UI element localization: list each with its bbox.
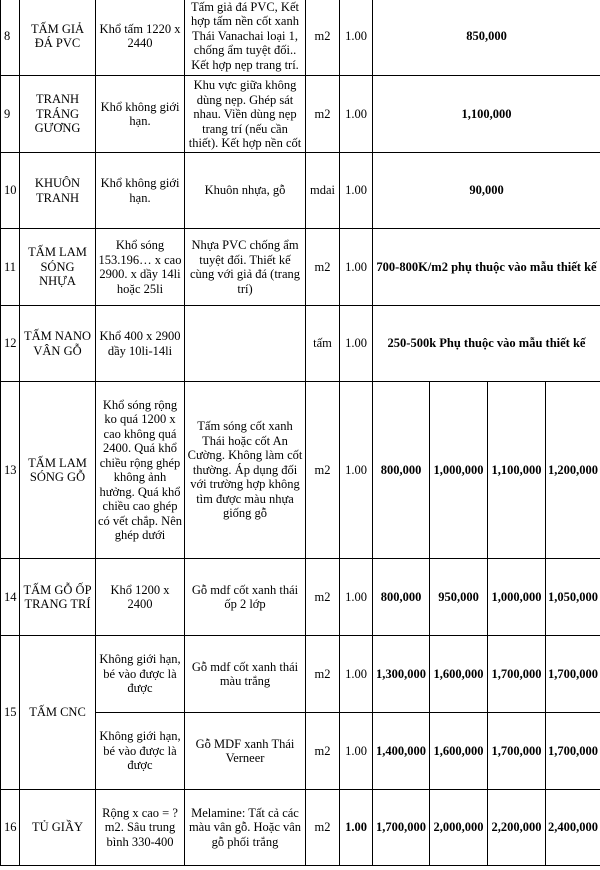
item-quantity: 1.00 — [340, 713, 373, 790]
item-quantity: 1.00 — [340, 382, 373, 559]
item-description — [185, 306, 306, 382]
item-price: 250-500k Phụ thuộc vào mẫu thiết kế — [373, 306, 600, 382]
item-quantity: 1.00 — [340, 559, 373, 636]
row-index: 14 — [1, 559, 20, 636]
price-tier-2: 950,000 — [430, 559, 488, 636]
item-quantity: 1.00 — [340, 790, 373, 866]
item-size: Rộng x cao = ?m2. Sâu trung bình 330-400 — [96, 790, 185, 866]
item-description: Gỗ mdf cốt xanh thái ốp 2 lớp — [185, 559, 306, 636]
item-size: Khổ sóng rộng ko quá 1200 x cao không quá 2400. Quá khổ chiều rộng ghép không ảnh hưởng. Quá khổ chiều cao ghép có vết chắp. Nên ghép dưới — [96, 382, 185, 559]
table-row — [1, 153, 600, 229]
price-tier-4: 1,700,000 — [546, 713, 600, 790]
table-row — [1, 559, 600, 636]
price-tier-2: 1,000,000 — [430, 382, 488, 559]
item-name: KHUÔN TRANH — [20, 153, 96, 229]
price-tier-1: 800,000 — [373, 559, 430, 636]
item-description-text: Khu vực giữa không dùng nẹp. Ghép sát nhau. Viền dùng nẹp trang trí (nếu cần thiết). Kết hợp nền cốt — [188, 78, 302, 150]
item-unit: tấm — [306, 306, 340, 382]
price-tier-2: 2,000,000 — [430, 790, 488, 866]
item-size: Khổ 400 x 2900 dầy 10li-14li — [96, 306, 185, 382]
item-description-text: Tấm giả đá PVC, Kết hợp tấm nền cốt xanh Thái Vanachai loại 1, chống ẩm tuyệt đối.. Kết hợp nẹp trang trí. — [191, 0, 299, 72]
item-unit: m2 — [306, 229, 340, 306]
item-size: Khổ không giới hạn. — [96, 76, 185, 153]
item-unit: m2 — [306, 382, 340, 559]
item-name: TẤM LAM SÓNG GỖ — [20, 382, 96, 559]
item-size: Khổ không giới hạn. — [96, 153, 185, 229]
item-price: 1,100,000 — [373, 76, 600, 153]
item-description: Gỗ MDF xanh Thái Verneer — [185, 713, 306, 790]
item-quantity: 1.00 — [340, 306, 373, 382]
item-name: TẤM GIẢ ĐÁ PVC — [20, 0, 96, 76]
price-tier-4: 1,200,000 — [546, 382, 600, 559]
item-unit: m2 — [306, 790, 340, 866]
row-index: 10 — [1, 153, 20, 229]
item-description: Nhựa PVC chống ẩm tuyệt đối. Thiết kế cùng với giả đá (trang trí) — [185, 229, 306, 306]
price-tier-4: 2,400,000 — [546, 790, 600, 866]
price-tier-2: 1,600,000 — [430, 636, 488, 713]
row-index: 12 — [1, 306, 20, 382]
item-quantity: 1.00 — [340, 0, 373, 76]
item-price: 700-800K/m2 phụ thuộc vào mẫu thiết kế — [373, 229, 600, 306]
item-description: Tấm sóng cốt xanh Thái hoặc cốt An Cường. Không làm cốt thường. Áp dụng đối với trường hợp không tìm được màu nhựa giống gỗ — [185, 382, 306, 559]
item-quantity: 1.00 — [340, 153, 373, 229]
price-tier-3: 1,100,000 — [488, 382, 546, 559]
table-row — [1, 382, 600, 559]
item-unit: m2 — [306, 0, 340, 76]
item-price: 90,000 — [373, 153, 600, 229]
item-size: Không giới hạn, bé vào được là được — [96, 713, 185, 790]
item-name: TẤM CNC — [20, 636, 96, 790]
item-size: Khổ 1200 x 2400 — [96, 559, 185, 636]
item-unit: mdai — [306, 153, 340, 229]
item-quantity: 1.00 — [340, 636, 373, 713]
item-description: Khuôn nhựa, gỗ — [185, 153, 306, 229]
price-tier-4: 1,050,000 — [546, 559, 600, 636]
price-tier-4: 1,700,000 — [546, 636, 600, 713]
row-index: 8 — [1, 0, 20, 76]
item-name: TẤM GỖ ỐP TRANG TRÍ — [20, 559, 96, 636]
row-index: 13 — [1, 382, 20, 559]
price-tier-1: 1,300,000 — [373, 636, 430, 713]
row-index: 15 — [1, 636, 20, 790]
row-index: 11 — [1, 229, 20, 306]
price-tier-3: 1,000,000 — [488, 559, 546, 636]
item-description — [185, 76, 306, 153]
item-unit: m2 — [306, 76, 340, 153]
item-description: Gỗ mdf cốt xanh thái màu trắng — [185, 636, 306, 713]
table-row — [1, 790, 600, 866]
item-size: Không giới hạn, bé vào được là được — [96, 636, 185, 713]
price-tier-3: 1,700,000 — [488, 636, 546, 713]
item-description — [185, 0, 306, 76]
price-tier-1: 800,000 — [373, 382, 430, 559]
item-name: TRANH TRÁNG GƯƠNG — [20, 76, 96, 153]
table-row — [1, 76, 600, 153]
item-unit: m2 — [306, 636, 340, 713]
item-quantity: 1.00 — [340, 76, 373, 153]
row-index: 16 — [1, 790, 20, 866]
item-name: TẤM NANO VÂN GỖ — [20, 306, 96, 382]
item-quantity: 1.00 — [340, 229, 373, 306]
item-unit: m2 — [306, 713, 340, 790]
row-index: 9 — [1, 76, 20, 153]
item-price: 850,000 — [373, 0, 600, 76]
price-tier-3: 1,700,000 — [488, 713, 546, 790]
item-size: Khổ sóng 153.196… x cao 2900. x dầy 14li hoặc 25li — [96, 229, 185, 306]
table-row — [1, 229, 600, 306]
item-description: Melamine: Tất cả các màu vân gỗ. Hoặc vân gỗ phối trắng — [185, 790, 306, 866]
item-name: TỦ GIẦY — [20, 790, 96, 866]
item-size: Khổ tấm 1220 x 2440 — [96, 0, 185, 76]
table-row — [1, 0, 600, 76]
price-tier-3: 2,200,000 — [488, 790, 546, 866]
table-row — [1, 306, 600, 382]
price-tier-2: 1,600,000 — [430, 713, 488, 790]
price-tier-1: 1,700,000 — [373, 790, 430, 866]
item-name: TẤM LAM SÓNG NHỰA — [20, 229, 96, 306]
price-tier-1: 1,400,000 — [373, 713, 430, 790]
table-row — [1, 636, 600, 713]
item-unit: m2 — [306, 559, 340, 636]
